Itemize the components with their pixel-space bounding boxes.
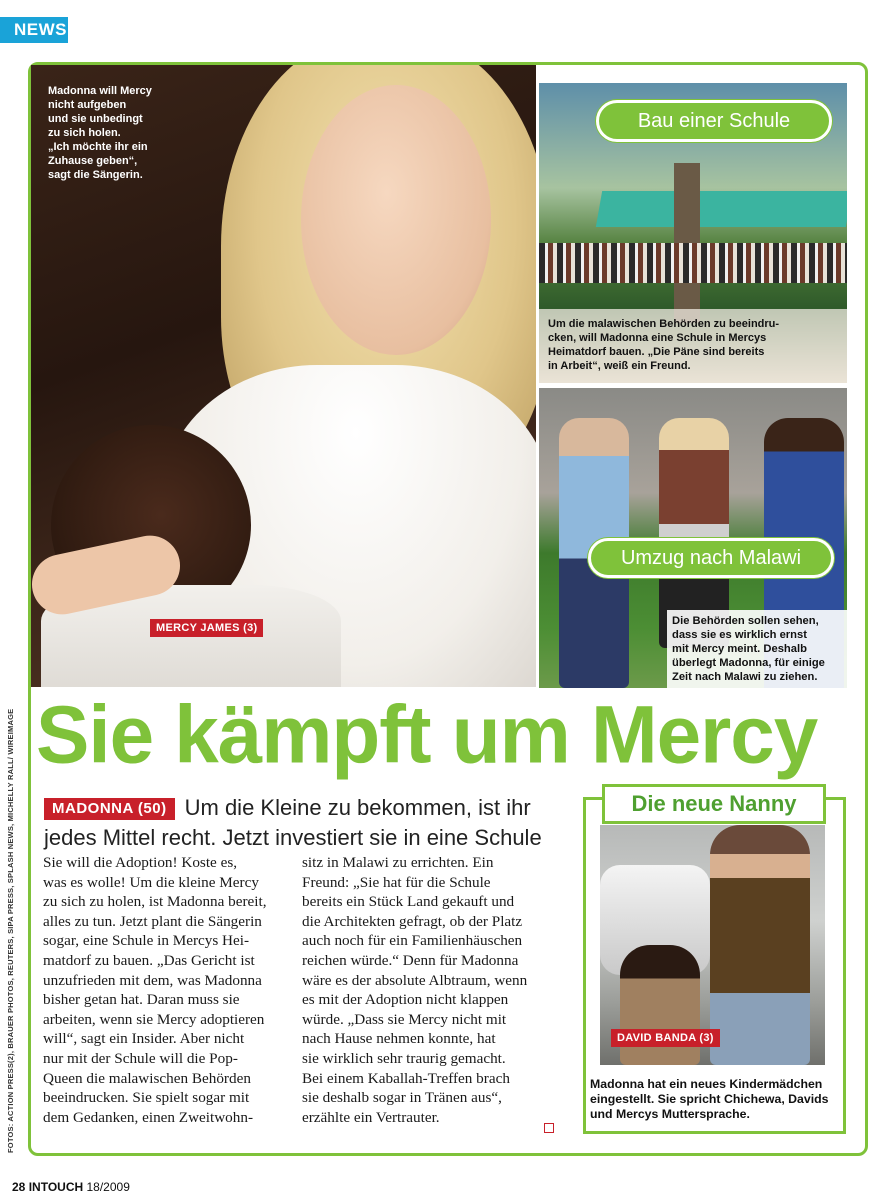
article-line: was es wolle! Um die kleine Mercy [43, 873, 259, 891]
article-line: Sie will die Adoption! Koste es, [43, 854, 238, 871]
article-line: nur mit der Schule will die Pop- [43, 1049, 238, 1067]
caption-line: und Mercys Muttersprache. [590, 1107, 750, 1121]
article-line: matdorf zu bauen. „Das Gericht ist [43, 951, 255, 969]
photo-credits: FOTOS: ACTION PRESS(2), BRAUER PHOTOS, REUTERS, SIPA PRESS, SPLASH NEWS, MICHELLY RALL/ WIREIMAGE [6, 708, 15, 1153]
caption-line: eingestellt. Sie spricht Chichewa, Davids [590, 1092, 829, 1106]
caption-line: und sie unbedingt [48, 113, 143, 125]
section-tag: NEWS [0, 17, 68, 43]
nanny-photo-credit: DAVID BANDA (3) [611, 1029, 720, 1047]
article-line: sitz in Malawi zu errichten. Ein [302, 854, 494, 871]
move-photo-caption [672, 614, 848, 684]
article-line: wäre es der absolute Albtraum, wenn [302, 971, 528, 989]
page-footer [12, 1180, 130, 1194]
kicker-text: Um die Kleine zu bekommen, ist ihr jedes Mittel recht. Jetzt investiert sie in eine Schule [44, 795, 542, 850]
kicker-label: MADONNA (50) [44, 798, 175, 820]
caption-line: Die Behörden sollen sehen, [672, 615, 819, 627]
photo-crowd-shape [539, 243, 847, 283]
caption-line: Madonna will Mercy [48, 85, 152, 97]
article-column-2 [302, 853, 562, 1127]
article-line: bereits ein Stück Land gekauft und [302, 893, 515, 911]
caption-line: nicht aufgeben [48, 99, 127, 111]
article-line: würde. „Dass sie Mercy nicht mit [302, 1010, 507, 1028]
caption-line: in Arbeit“, weiß ein Freund. [548, 360, 691, 372]
article-line: arbeiten, wenn sie Mercy adoptieren [43, 1010, 265, 1028]
issue-number: 18/2009 [86, 1180, 130, 1194]
caption-line: Um die malawischen Behörden zu beeindru- [548, 318, 780, 330]
article-line: auch noch für ein Familienhäuschen [302, 932, 523, 950]
article-line: Bei einem Kaballah-Treffen brach [302, 1069, 510, 1087]
article-line: nach Hause nehmen konnte, hat [302, 1030, 496, 1048]
article-line: zu sich zu holen, ist Madonna bereit, [43, 893, 267, 911]
photo-nanny-shape [710, 825, 810, 1065]
article-line: sogar, eine Schule in Mercys Hei- [43, 932, 250, 950]
school-photo-label: Bau einer Schule [596, 100, 832, 142]
article-line: es mit der Adoption nicht klappen [302, 991, 509, 1009]
kicker [44, 793, 574, 853]
article-line: die Architekten gefragt, ob der Platz [302, 912, 523, 930]
caption-line: Zeit nach Malawi zu ziehen. [672, 671, 818, 683]
photo-boy-shape [620, 945, 700, 1065]
article-line: unzufrieden mit dem, was Madonna [43, 971, 262, 989]
photo-face-shape [301, 85, 491, 355]
article-line: erzählte ein Vertrauter. [302, 1108, 440, 1126]
article-line: beeindrucken. Sie spielt sogar mit [43, 1089, 250, 1107]
page-number: 28 [12, 1180, 26, 1194]
nanny-box-title: Die neue Nanny [602, 784, 826, 824]
caption-line: Madonna hat ein neues Kindermädchen [590, 1077, 823, 1091]
article-line: Queen die malawischen Behörden [43, 1069, 251, 1087]
headline: Sie kämpft um Mercy [36, 689, 818, 780]
caption-line: dass sie es wirklich ernst [672, 629, 807, 641]
article-column-1 [43, 853, 291, 1127]
article-line: Freund: „Sie hat für die Schule [302, 873, 491, 891]
article-line: dem Gedanken, einen Zweitwohn- [43, 1108, 254, 1126]
end-mark-icon [544, 1123, 554, 1133]
caption-line: überlegt Madonna, für einige [672, 657, 825, 669]
caption-line: zu sich holen. [48, 127, 121, 139]
article-line: alles zu tun. Jetzt plant die Sängerin [43, 912, 262, 930]
magazine-name: INTOUCH [28, 1180, 84, 1194]
main-photo-credit: MERCY JAMES (3) [150, 619, 263, 637]
article-line: sie deshalb sogar in Tränen aus“, [302, 1089, 502, 1107]
caption-line: sagt die Sängerin. [48, 169, 143, 181]
school-photo-caption [548, 317, 843, 373]
caption-line: „Ich möchte ihr ein [48, 141, 148, 153]
caption-line: mit Mercy meint. Deshalb [672, 643, 807, 655]
caption-line: Zuhause geben“, [48, 155, 138, 167]
caption-line: cken, will Madonna eine Schule in Mercys [548, 332, 767, 344]
article-line: bisher getan hat. Daran muss sie [43, 991, 240, 1009]
photo-canopy-shape [596, 191, 847, 227]
article-line: reichen würde.“ Denn für Madonna [302, 951, 519, 969]
caption-line: Heimatdorf bauen. „Die Päne sind bereits [548, 346, 765, 358]
article-line: will“, sagt ein Insider. Aber nicht [43, 1030, 245, 1048]
nanny-caption [590, 1077, 840, 1122]
article-line: sie wirklich sehr traurig gemacht. [302, 1049, 506, 1067]
move-photo-label: Umzug nach Malawi [588, 538, 834, 578]
main-photo-caption [48, 84, 188, 182]
